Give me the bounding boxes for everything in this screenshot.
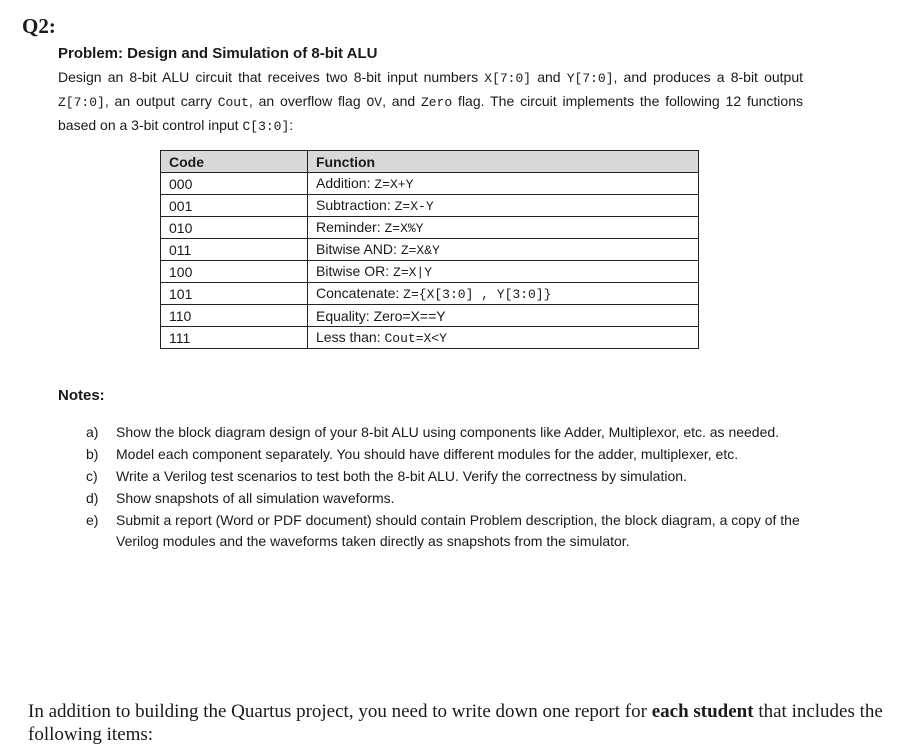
notes-title: Notes:	[58, 387, 105, 404]
code-cell: 011	[161, 239, 308, 261]
problem-title: Problem: Design and Simulation of 8-bit ALU	[58, 45, 378, 62]
function-cell: Bitwise OR: Z=X|Y	[308, 261, 699, 283]
table-row	[161, 261, 699, 283]
list-item	[86, 488, 806, 509]
function-cell: Concatenate: Z={X[3:0] , Y[3:0]}	[308, 283, 699, 305]
z-signal: Z[7:0]	[58, 95, 105, 110]
table-row	[161, 305, 699, 327]
footer-paragraph: In addition to building the Quartus project, you need to write down one report for each student that includes the following items:	[28, 701, 883, 745]
list-text: Show snapshots of all simulation waveforms.	[116, 490, 395, 506]
list-item	[86, 422, 806, 443]
code-header: Code	[161, 151, 308, 173]
function-cell: Equality: Zero=X==Y	[308, 305, 699, 327]
code-cell: 000	[161, 173, 308, 195]
function-cell: Less than: Cout=X<Y	[308, 327, 699, 349]
list-marker: d)	[86, 490, 99, 506]
code-cell: 110	[161, 305, 308, 327]
list-marker: b)	[86, 446, 99, 462]
list-marker: c)	[86, 468, 98, 484]
ov-signal: OV	[366, 95, 383, 110]
list-text: Submit a report (Word or PDF document) should contain Problem description, the block diagram, a copy of the Verilog modules and the waveforms taken directly as snapshots from the simulator.	[116, 512, 800, 549]
function-cell: Subtraction: Z=X-Y	[308, 195, 699, 217]
table-row	[161, 217, 699, 239]
table-row	[161, 173, 699, 195]
zero-signal: Zero	[421, 95, 453, 110]
function-cell: Bitwise AND: Z=X&Y	[308, 239, 699, 261]
table-row	[161, 283, 699, 305]
code-cell: 001	[161, 195, 308, 217]
table-row	[161, 239, 699, 261]
code-cell: 010	[161, 217, 308, 239]
list-text: Write a Verilog test scenarios to test both the 8-bit ALU. Verify the correctness by simulation.	[116, 468, 687, 484]
list-item	[86, 510, 806, 552]
function-table	[160, 150, 699, 349]
function-cell: Reminder: Z=X%Y	[308, 217, 699, 239]
list-item	[86, 444, 806, 465]
x-signal: X[7:0]	[484, 71, 532, 86]
question-number: Q2:	[22, 14, 56, 38]
list-text: Model each component separately. You should have different modules for the adder, multiplexer, etc.	[116, 446, 739, 462]
each-student-emphasis: each student	[651, 701, 754, 722]
table-header-row	[161, 151, 699, 173]
list-item	[86, 466, 806, 487]
problem-description: Design an 8-bit ALU circuit that receives two 8-bit input numbers X[7:0] and Y[7:0], and produces a 8-bit output Z[7:0], an output carry Cout, an overflow flag OV, and Zero flag. The circuit implements the following 12 functions based on a 3-bit control input C[3:0]:	[58, 69, 804, 134]
table-row	[161, 195, 699, 217]
code-cell: 100	[161, 261, 308, 283]
notes-list	[86, 422, 806, 553]
code-cell: 111	[161, 327, 308, 349]
c-signal: C[3:0]	[242, 119, 290, 134]
cout-signal: Cout	[217, 95, 249, 110]
list-text: Show the block diagram design of your 8-bit ALU using components like Adder, Multiplexor, etc. as needed.	[116, 424, 780, 440]
y-signal: Y[7:0]	[566, 71, 614, 86]
list-marker: a)	[86, 424, 99, 440]
code-cell: 101	[161, 283, 308, 305]
list-marker: e)	[86, 512, 99, 528]
function-header: Function	[308, 151, 699, 173]
function-cell: Addition: Z=X+Y	[308, 173, 699, 195]
table-row	[161, 327, 699, 349]
